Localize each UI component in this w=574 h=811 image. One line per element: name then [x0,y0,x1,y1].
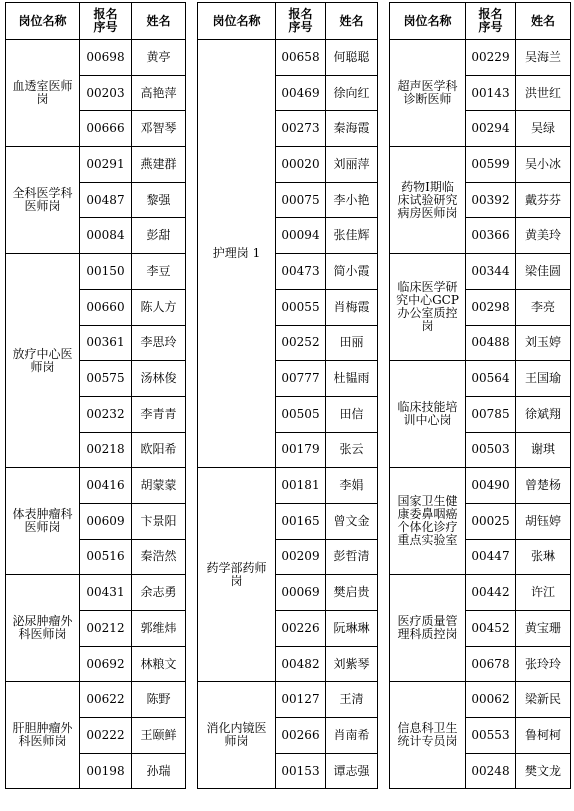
registration-number: 00361 [80,325,132,361]
candidate-name: 许江 [516,575,571,611]
registration-number: 00069 [276,575,326,611]
registration-number: 00075 [276,182,326,218]
position-name-cell [6,40,80,147]
header-name: 姓名 [132,3,186,40]
candidate-name: 王清 [326,682,378,718]
position-name: 国家卫生健康委鼻咽癌个体化诊疗重点实验室 [397,494,458,548]
candidate-name: 王颐鲜 [132,718,186,754]
table-row [390,361,571,397]
roster-table-left [5,2,186,789]
registration-number: 00203 [80,75,132,111]
registration-number: 00609 [80,503,132,539]
position-name-cell [6,468,80,575]
candidate-name: 郭维炜 [132,611,186,647]
candidate-name: 张玲玲 [516,646,571,682]
position-name-cell [390,682,466,789]
candidate-name: 肖南希 [326,718,378,754]
registration-number: 00212 [80,611,132,647]
candidate-name: 陈人方 [132,289,186,325]
header-number: 报名 序号 [466,3,516,40]
registration-number: 00366 [466,218,516,254]
registration-number: 00658 [276,40,326,76]
header-number: 报名 序号 [276,3,326,40]
candidate-name: 黄亭 [132,40,186,76]
position-name: 临床技能培训中心岗 [397,400,458,428]
header-number: 报名 序号 [80,3,132,40]
candidate-name: 卞景阳 [132,503,186,539]
candidate-name: 张琳 [516,539,571,575]
candidate-name: 李思玲 [132,325,186,361]
candidate-name: 樊文龙 [516,753,571,789]
registration-number: 00488 [466,325,516,361]
registration-number: 00692 [80,646,132,682]
position-name: 肝胆肿瘤外科医师岗 [12,721,73,749]
registration-number: 00020 [276,147,326,183]
registration-number: 00218 [80,432,132,468]
position-name: 体表肿瘤科医师岗 [12,507,73,535]
candidate-name: 张佳辉 [326,218,378,254]
table-row [198,468,378,504]
position-name-cell [6,147,80,254]
registration-number: 00025 [466,503,516,539]
candidate-name: 杜韫雨 [326,361,378,397]
candidate-name: 吴海兰 [516,40,571,76]
candidate-name: 田丽 [326,325,378,361]
candidate-name: 阮琳琳 [326,611,378,647]
registration-number: 00392 [466,182,516,218]
roster-table-right [389,2,571,789]
table-row [198,682,378,718]
registration-number: 00660 [80,289,132,325]
candidate-name: 张云 [326,432,378,468]
candidate-name: 黄美玲 [516,218,571,254]
registration-number: 00344 [466,254,516,290]
position-name: 消化内镜医师岗 [206,721,267,749]
candidate-name: 燕建群 [132,147,186,183]
registration-number: 00575 [80,361,132,397]
registration-number: 00516 [80,539,132,575]
candidate-name: 谢琪 [516,432,571,468]
registration-number: 00599 [466,147,516,183]
candidate-name: 谭志强 [326,753,378,789]
registration-number: 00229 [466,40,516,76]
candidate-name: 彭甜 [132,218,186,254]
position-name-cell [198,682,276,789]
position-name: 泌尿肿瘤外科医师岗 [12,614,73,642]
candidate-name: 简小霞 [326,254,378,290]
position-name: 放疗中心医师岗 [12,346,73,374]
candidate-name: 刘紫琴 [326,646,378,682]
candidate-name: 李亮 [516,289,571,325]
candidate-name: 胡钰婷 [516,503,571,539]
position-name: 全科医学科医师岗 [12,186,73,214]
registration-number: 00666 [80,111,132,147]
registration-number: 00232 [80,396,132,432]
registration-number: 00442 [466,575,516,611]
registration-number: 00294 [466,111,516,147]
table-row [198,40,378,76]
position-name-cell [390,40,466,147]
position-name-cell [390,468,466,575]
position-name: 药学部药师岗 [206,560,267,588]
table-row [390,468,571,504]
registration-number: 00248 [466,753,516,789]
table-row [6,468,186,504]
candidate-name: 樊启贵 [326,575,378,611]
registration-number: 00298 [466,289,516,325]
candidate-name: 邓智琴 [132,111,186,147]
candidate-name: 梁新民 [516,682,571,718]
position-name-cell [390,254,466,361]
registration-number: 00785 [466,396,516,432]
table-row [390,575,571,611]
position-name-cell [198,468,276,682]
candidate-name: 陈野 [132,682,186,718]
candidate-name: 欧阳希 [132,432,186,468]
registration-number: 00127 [276,682,326,718]
candidate-name: 梁佳圆 [516,254,571,290]
candidate-name: 刘玉婷 [516,325,571,361]
registration-number: 00482 [276,646,326,682]
table-row [6,254,186,290]
registration-number: 00469 [276,75,326,111]
position-name-cell [6,254,80,468]
candidate-name: 余志勇 [132,575,186,611]
candidate-name: 吴绿 [516,111,571,147]
candidate-name: 肖梅霞 [326,289,378,325]
header-position: 岗位名称 [6,3,80,40]
registration-number: 00153 [276,753,326,789]
registration-number: 00179 [276,432,326,468]
registration-number: 00062 [466,682,516,718]
candidate-name: 李豆 [132,254,186,290]
candidate-name: 李娟 [326,468,378,504]
candidate-name: 孙瑞 [132,753,186,789]
registration-number: 00777 [276,361,326,397]
candidate-name: 何聪聪 [326,40,378,76]
candidate-name: 秦海霞 [326,111,378,147]
registration-number: 00447 [466,539,516,575]
registration-number: 00181 [276,468,326,504]
registration-number: 00452 [466,611,516,647]
registration-number: 00252 [276,325,326,361]
candidate-name: 李青青 [132,396,186,432]
table-row [6,40,186,76]
registration-number: 00473 [276,254,326,290]
candidate-name: 吴小冰 [516,147,571,183]
position-name: 血透室医师岗 [12,79,73,107]
registration-number: 00416 [80,468,132,504]
registration-number: 00165 [276,503,326,539]
registration-number: 00273 [276,111,326,147]
candidate-name: 黎强 [132,182,186,218]
candidate-name: 曾楚杨 [516,468,571,504]
registration-number: 00553 [466,718,516,754]
registration-number: 00505 [276,396,326,432]
position-name-cell [390,147,466,254]
candidate-name: 彭哲清 [326,539,378,575]
header-name: 姓名 [326,3,378,40]
candidate-name: 林粮文 [132,646,186,682]
candidate-name: 徐向红 [326,75,378,111]
candidate-name: 高艳萍 [132,75,186,111]
candidate-name: 曾文金 [326,503,378,539]
table-row [6,147,186,183]
position-name: 医疗质量管理科质控岗 [397,614,458,642]
candidate-name: 李小艳 [326,182,378,218]
registration-number: 00622 [80,682,132,718]
registration-number: 00094 [276,218,326,254]
position-name-cell [198,40,276,468]
position-name-cell [6,575,80,682]
table-row [6,682,186,718]
candidate-name: 王国瑜 [516,361,571,397]
position-name: 信息科卫生统计专员岗 [397,721,458,749]
candidate-name: 鲁柯柯 [516,718,571,754]
candidate-name: 胡蒙蒙 [132,468,186,504]
position-name: 超声医学科诊断医师 [397,79,458,107]
table-header-row [390,3,571,40]
registration-number: 00150 [80,254,132,290]
registration-number: 00226 [276,611,326,647]
registration-number: 00431 [80,575,132,611]
header-position: 岗位名称 [390,3,466,40]
candidate-name: 徐斌翔 [516,396,571,432]
header-name: 姓名 [516,3,571,40]
table-row [390,682,571,718]
registration-number: 00698 [80,40,132,76]
registration-number: 00291 [80,147,132,183]
table-row [390,40,571,76]
registration-number: 00487 [80,182,132,218]
position-name-cell [390,361,466,468]
table-row [390,254,571,290]
candidate-name: 秦浩然 [132,539,186,575]
registration-number: 00678 [466,646,516,682]
table-header-row [6,3,186,40]
registration-number: 00266 [276,718,326,754]
candidate-name: 刘丽萍 [326,147,378,183]
roster-table-middle [197,2,378,789]
table-header-row [198,3,378,40]
position-name-cell [390,575,466,682]
candidate-name: 田信 [326,396,378,432]
table-row [6,575,186,611]
position-name-cell [6,682,80,789]
registration-number: 00084 [80,218,132,254]
registration-number: 00564 [466,361,516,397]
registration-number: 00055 [276,289,326,325]
position-name: 护理岗 1 [212,246,261,261]
header-position: 岗位名称 [198,3,276,40]
position-name: 临床医学研究中心GCP办公室质控岗 [396,280,459,334]
registration-number: 00209 [276,539,326,575]
registration-number: 00490 [466,468,516,504]
registration-number: 00143 [466,75,516,111]
registration-number: 00222 [80,718,132,754]
table-row [390,147,571,183]
registration-number: 00198 [80,753,132,789]
registration-number: 00503 [466,432,516,468]
candidate-name: 洪世红 [516,75,571,111]
candidate-name: 戴芬芬 [516,182,571,218]
candidate-name: 黄宝珊 [516,611,571,647]
position-name: 药物Ⅰ期临床试验研究病房医师岗 [397,179,458,220]
candidate-name: 汤林俊 [132,361,186,397]
